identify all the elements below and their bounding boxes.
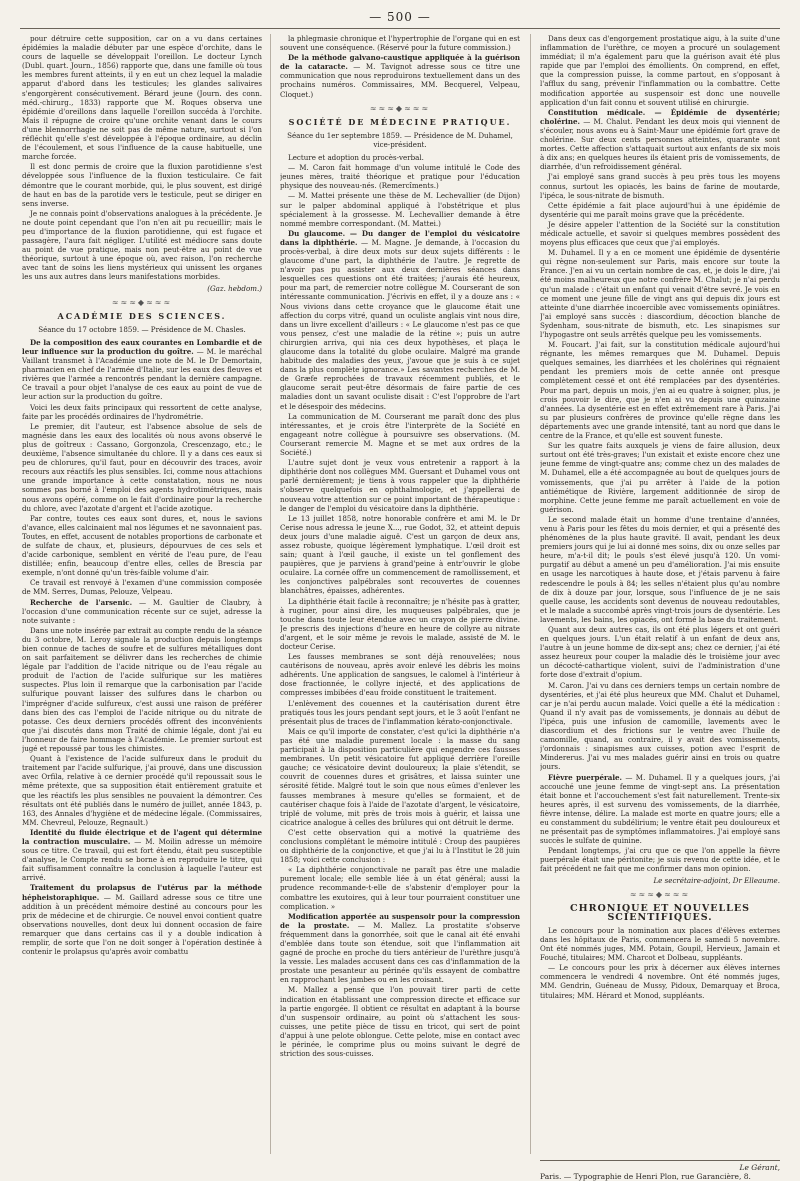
paragraph: M. Caron. J'ai vu dans ces derniers temps un certain nombre de dysentéries, et j'ai été plus heureux que MM. Chalut et Duhamel, car je n'ai perdu aucun malade. Voici quelle a été la médication : Quand il n'y avait pas de vomissements, je donnais au début de l'ipéca, puis une infusion de camomille, lavements avec le diascordium et des frictions sur le ventre avec l'huile de camomille, quand, au contraire, il y avait des vomissements, j'ordonnais : sinapismes aux cuisses, potion avec l'esprit de Mindererus. J'ai vu mes malades guérir ainsi en trois ou quatre jours. [540, 680, 780, 772]
session-line: Séance du 17 octobre 1859. — Présidence de M. Chasles. [38, 324, 246, 334]
paragraph [540, 108, 780, 172]
column-2 [280, 34, 520, 1154]
secretary-signature: Le secrétaire-adjoint, Dr Elleaume. [653, 875, 780, 885]
paragraph [280, 53, 520, 98]
paragraph: La diphthérie était facile à reconnaître; je n'hésite pas à gratter, à ruginer, pour ainsi dire, les muqueuses palpébrales, que je touche dans toute leur étendue avec un crayon de pierre divine. Je prescris des injections d'heure en heure de collyre au nitrate d'argent, et le soir même je revois le malade, assisté de M. le docteur Cerise. [280, 596, 520, 651]
paragraph: Dans une note insérée par extrait au compte rendu de la séance du 3 octobre, M. Leroy signale la production depuis longtemps bien connue de taches de soufre et de sulfures métalliques dont on sait parfaitement se délivrer dans les recherches de chimie légale par l'addition de l'acide nitrique ou de l'eau régale au produit de l'action de l'acide sulfurique sur les matières suspectes. Plus loin il remarque que la carbonisation par l'acide sulfurique pouvant laisser des sulfures dans le charbon ou l'imprégner d'acide sulfureux, c'est aussi une raison de préférer dans bien des cas l'emploi de l'acide nitrique ou du nitrate de potasse. Ces deux derniers procédés offrent des inconvénients que j'ai discutés dans mon Traité de chimie légale, dont j'ai eu l'honneur de faire hommage à l'Académie. Le premier surtout est jugé et repoussé par tous les chimistes. [22, 625, 262, 754]
section-title-academy: ACADÉMIE DES SCIENCES. [57, 310, 227, 321]
paragraph [22, 828, 262, 883]
paragraph-body: — M. Magne. Je demande, à l'occasion du procès-verbal, à dire deux mots sur deux sujets différents : le glaucome d'une part, la diphthérie de l'autre. Je regrette de n'avoir pas pu assister aux deux dernières séances dans lesquelles ces questions ont été traitées; j'aurais été heureux, pour ma part, de remercier notre collègue M. Courserant de son intéressante communication. J'écrivis en effet, il y a douze ans : « Nous vivions dans cette croyance que le glaucome était une affection du corps vitré, quand un oculiste anglais vint nous dire, dans un livre excellent d'ailleurs : « Le glaucome n'est pas ce que vous pensez, c'est une maladie de la rétine »; puis un autre chirurgien arriva, qui nia ces deux hypothèses, et plaça le glaucome dans la totalité du globe oculaire. Malgré ma grande habitude des maladies des yeux, j'avoue que je suis à ce sujet dans la plus complète ignorance.» Les savantes recherches de M. de Græfe reprochées de travaux récemment publiés, et le glaucome serait peut-être désormais de faire partie de ces maladies dont un savant oculiste disait : C'est l'opprobre de l'art et le désespoir des médecins. [280, 237, 520, 411]
paragraph [540, 773, 780, 846]
column-divider [530, 34, 531, 1154]
paragraph-heading: De la composition des eaux courantes en Lombardie et de leur influence sur la production du goître. [22, 337, 262, 356]
paragraph-body: — M. le maréchal Vaillant transmet à l'Académie une note de M. le Dr Demortain, pharmacien en chef de l'armée d'Italie, sur les eaux des fleuves et rivières que l'armée a rencontrés pendant la dernière campagne. Ce travail a pour objet l'analyse de ces eaux au point de vue de leur action sur la production du goître. [22, 347, 262, 402]
paragraph: la phlegmasie chronique et l'hypertrophie de l'organe qui en est souvent une conséquence. (Réservé pour la future commission.) [280, 34, 520, 53]
paragraph: Quant à l'existence de l'acide sulfureux dans le produit du traitement par l'acide sulfurique, j'ai prouvé, dans une discussion avec Orfila, relative à ce dernier procédé qu'il repoussait sous le même prétexte, que sa supposition était entièrement gratuite et que les réactifs les plus sensibles ne pouvaient la démontrer. Ces résultats ont été publiés dans le numéro de juillet, année 1843, p. 163, des Annales d'hygiène et de médecine légale. (Commissaires, MM. Chevreul, Pelouze, Regnault.) [22, 754, 262, 827]
paragraph: J'ai employé sans grand succès à peu près tous les moyens connus, surtout les opiacés, les bains de farine de moutarde, l'ipéca, le sous-nitrate de bismuth. [540, 172, 780, 200]
paragraph: Je ne connais point d'observations analogues à la précédente. Je ne doute point cependant que l'on n'en ait pu recueillir; mais le peu d'importance de la fluxion parotidienne, qui est fugace et passagère, l'aura fait négliger. L'utilité est médiocre sans doute au point de vue pratique, mais non peut-être au point de vue théorique, surtout à une époque où, avec raison, l'on recherche avec tant de soins les liens mystérieux qui unissent les organes les uns aux autres dans leurs manifestations morbides. [22, 208, 262, 282]
paragraph-heading: Traitement du prolapsus de l'utérus par la méthode hépheistoraphique. [22, 883, 262, 902]
paragraph: Mais ce qu'il importe de constater, c'est qu'ici la diphthérie n'a pas été une maladie purement locale : la masse du sang participait à la disposition particulière qui engendre ces fausses membranes. Un petit vésicatoire fut appliqué derrière l'oreille gauche; ce vésicatoire devint douloureux; la plaie s'étendit, se couvrit de couennes dures et grisâtres, et laissa suinter une sérosité fétide. Malgré tout le soin que nous eûmes d'enlever les fausses membranes à mesure qu'elles se formaient, et de cautériser chaque fois à l'aide de l'azotate d'argent, le vésicatoire, triplé de volume, mit près de trois mois à guérir, et laissa une cicatrice analogue à celles des brûlures qui ont détruit le derme. [280, 726, 520, 827]
paragraph: L'enlèvement des couennes et la cautérisation durent être pratiqués tous les jours pendant sept jours, et le 3 août l'enfant ne présentait plus de traces de l'inflammation kérato-conjonctivale. [280, 698, 520, 726]
paragraph: Dans deux cas d'engorgement prostatique aigu, à la suite d'une inflammation de l'urèthre, ce moyen a procuré un soulagement immédiat; il m'a également paru que la guérison avait été plus rapide que par l'emploi des émollients. On comprend, en effet, que la compression puisse, la comme partout, en s'opposant à l'afflux du sang, prévenir l'inflammation ou la combattre. Cette modification apportée au suspensoir est donc une nouvelle application d'un fait connu et souvent utilisé en chirurgie. [540, 34, 780, 107]
paragraph-heading: Du glaucome. — Du danger de l'emploi du vésicatoire dans la diphthérie. [280, 228, 520, 247]
paragraph-body: — M. Moilin adresse un mémoire sous ce titre. Ce travail, qui est fort étendu, était peu susceptible d'analyse, le Compte rendu se borne à en reproduire le titre, qui fait suffisamment connaître la conclusion à laquelle l'auteur est arrivé. [22, 836, 262, 883]
paragraph: Ce travail est renvoyé à l'examen d'une commission composée de MM. Serres, Dumas, Pelouze, Velpeau. [22, 578, 262, 597]
paragraph-heading: Modification apportée au suspensoir pour la compression de la prostate. [280, 911, 520, 930]
paragraph: Voici les deux faits principaux qui ressortent de cette analyse, faite par les procédés ordinaires de l'hydrométrie. [22, 402, 262, 421]
paragraph-heading: Fièvre puerpérale. [548, 772, 623, 782]
paragraph: Lecture et adoption du procès-verbal. [288, 153, 424, 163]
paragraph: — Le concours pour les prix à décerner aux élèves internes commencera le vendredi 4 novembre. Ont été nommés juges, MM. Gendrin, Guéneau de Mussy, Pidoux, Demarquay et Broca, titulaires; MM. Hérard et Monod, suppléants. [540, 963, 780, 1000]
header-rule [20, 28, 780, 29]
session-line: Séance du 1er septembre 1859. — Présidence de M. Duhamel, vice-président. [287, 130, 513, 149]
paragraph [280, 912, 520, 985]
paragraph: M. Foucart. J'ai fait, sur la constitution médicale aujourd'hui régnante, les mêmes remarques que M. Duhamel. Depuis quelques semaines, les diarrhées et les cholérines qui régnaient pendant les premiers mois de cette année ont presque complètement cessé et ont été remplacées par des dysentéries. Pour ma part, depuis un mois, j'en ai eu quatre à soigner, plus, je crois pouvoir le dire, que je n'en ai vu depuis une quinzaine d'années. La dysentérie est en effet extrêmement rare à Paris. J'ai su par plusieurs confrères de province qu'elle règne dans les départements avec une grande intensité, tant au nord que dans le centre de la France, et qu'elle est souvent funeste. [540, 340, 780, 441]
paragraph: Le 13 juillet 1858, notre honorable confrère et ami M. le Dr Cerise nous adressa le jeune X..., rue Godot, 32, et atteint depuis deux jours d'une maladie aiguë. C'est un garçon de deux ans, assez robuste, quoique légèrement lymphatique. L'œil droit est sain; quant à l'œil gauche, il existe un tel gonflement des paupières, que je parviens à grand'peine à entr'ouvrir le globe oculaire. La cornée offre un commencement de ramollissement, et les conjonctives palpébrales sont recouvertes de couennes blanchâtres, épaisses, adhérentes. [280, 513, 520, 596]
paragraph: L'autre sujet dont je veux vous entretenir a rapport à la diphthérie dont nos collègues MM. Guersant et Duhamel vous ont parlé dernièrement; je tiens à vous rappeler que la diphthérie s'observe quelquefois en ophthalmologie, et j'appellerai de nouveau votre attention sur ce point important de thérapeutique : le danger de l'emploi du vésicatoire dans la diphthérie. [280, 458, 520, 513]
paragraph: Cette épidémie a fait place aujourd'hui à une épidémie de dysentérie qui me paraît moins grave que la précédente. [540, 200, 780, 219]
paragraph-body: — M. Mallez. La prostatite s'observe fréquemment dans la gonorrhée, soit que le canal ait été envahi d'emblée dans toute son étendue, soit que l'inflammation ait gagné de proche en proche du tiers antérieur de l'urèthre jusqu'à la vessie. Les malades accusent dans ces cas d'inflammation de la prostate une pesanteur au périnée qu'ils essayent de combattre en rapprochant les jambes ou en les croisant. [280, 920, 520, 985]
paragraph: M. Duhamel. Il y a en ce moment une épidémie de dysentérie qui règne non-seulement sur Paris, mais encore sur toute la France. J'en ai vu un certain nombre de cas, et, je dois le dire, j'ai été moins malheureux que notre confrère M. Chalut; je n'ai perdu qu'un malade : c'était un enfant qui venait d'être sevré. Je vois en ce moment une jeune fille de vingt ans qui depuis dix jours est atteinte d'une diarrhée incoercible avec vomissements opiniâtres. J'ai employé sans succès : diascordium, décoction blanche de Sydenham, sous-nitrate de bismuth, etc. Les sinapismes sur l'hypogastre ont seuls arrêtés quelque peu les vomissements. [540, 248, 780, 339]
paragraph [280, 229, 520, 411]
column-1 [22, 34, 262, 1154]
paragraph: Je désire appeler l'attention de la Société sur la constitution médicale actuelle, et savoir si quelques membres possèdent des moyens plus efficaces que ceux que j'ai employés. [540, 219, 780, 248]
paragraph: Le concours pour la nomination aux places d'élèves externes dans les hôpitaux de Paris, commencera le samedi 5 novembre. Ont été nommés juges, MM. Potain, Goupil, Hervieux, Jamain et Fouché, titulaires; MM. Charcot et Dolbeau, suppléants. [540, 925, 780, 963]
paragraph: Il est donc permis de croire que la fluxion parotidienne s'est développée sous l'influence de la fluxion testiculaire. Ce fait démontre que le courant morbide, qui, le plus souvent, est dirigé de haut en bas de la parotide vers le testicule, peut se diriger en sens inverse. [22, 162, 262, 208]
paragraph [22, 338, 262, 402]
paragraph: Le second malade était un homme d'une trentaine d'années, venu à Paris pour les fêtes du mois dernier, et qui a présenté des phénomènes de la plus haute gravité. Il avait, pendant les deux premiers jours qui je lui ai donné mes soins, dix ou onze selles par heure, m'a-t-il dit; le pouls s'est élevé jusqu'à 120. Un vomi-purgatif au début a amené un peu d'amélioration. J'ai mis ensuite en usage les narcotiques à haute dose, et j'étais parvenu à faire redescendre le pouls à 84; les selles n'étaient plus qu'au nombre de dix à douze par jour, lorsque, sous l'influence de je ne sais quelle cause, les accidents sont devenus de nouveau redoutables, et le malade a succombé après vingt-trois jours de dysentérie. Les lavements, les bains, les opiacés, ont formé la base du traitement. [540, 514, 780, 624]
paragraph: Le premier, dit l'auteur, est l'absence absolue de sels de magnésie dans les eaux des localités où nous avons observé le plus de goîtreux : Cassano, Gorgonzola, Crescenzago, etc.; le deuxième, l'absence simultanée du chlore. Il y a dans ces eaux si peu de chlorures, qu'il faut, pour en découvrir des traces, avoir recours aux réactifs les plus sensibles. Ici, comme nous attachions une grande importance à cette constatation, nous ne nous sommes pas borné à l'emploi des agents hydrotimétriques, mais nous avons opéré, comme on le fait d'ordinaire pour la recherche du chlore, avec l'azotate d'argent et l'acide azotique. [22, 421, 262, 513]
paragraph: — M. Caron fait hommage d'un volume intitulé le Code des jeunes mères, traité théorique et pratique pour l'éducation physique des nouveau-nés. (Remercîments.) [280, 163, 520, 191]
manager-signature: Le Gérant, [739, 1163, 780, 1172]
paragraph-body: — M. Gaultier de Claubry, à l'occasion d'une communication récente sur ce sujet, adresse la note suivante : [22, 597, 262, 625]
paragraph-heading: De la méthode galvano-caustique appliquée à la guérison de la cataracte. [280, 53, 520, 72]
paragraph [22, 883, 262, 956]
paragraph: Sur les quatre faits auxquels je viens de faire allusion, deux surtout ont été très-graves; l'un existait et existe encore chez une jeune femme de vingt-quatre ans; comme chez un des malades de M. Duhamel, elle a été accompagnée au bout de quelques jours de vomissements, que j'ai pu arrêter à l'aide de la potion antiémétique de Rivière, largement additionnée de sirop de morphine. Cette jeune femme me paraît actuellement en voie de guérison. [540, 441, 780, 514]
paragraph-body: — M. Duhamel. Il y a quelques jours, j'ai accouché une jeune femme de vingt-sept ans. La présentation était bonne et l'accouchement s'est fait naturellement. Trente-six heures après, il est survenu des vomissements, de la diarrhée, fièvre intense, délire. La malade est morte en quatre jours; elle a eu constamment du subdélirium; le ventre était peu douloureux et ne présentait pas de symptômes inflammatoires. J'ai employé sans succès le sulfate de quinine. [540, 772, 780, 846]
paragraph: pour détruire cette supposition, car on a vu dans certaines épidémies la maladie débuter par une espèce d'orchite, dans le cours de laquelle se développait l'oreillon. Le docteur Lynch (Dubl. quart. Journ., 1856) rapporte que, dans une famille où tous les membres furent atteints, il y en eut un chez lequel la maladie apparut d'abord dans les testicules; les glandes salivaires s'engorgèrent consécutivement. Bérard jeune (Journ. des conn. méd.-chirurg., 1833) rapporte que M. Roques observa une épidémie d'oreillons dans laquelle l'oreillon succéda à l'orchite. Mais il répugne de croire qu'une orchite venant dans le cours d'une blennorrhagie ne soit pas de même nature, surtout si l'on réfléchit qu'elle s'est développée à l'époque ordinaire, au déclin de l'écoulement, et sous l'influence de la cause habituelle, une marche forcée. [22, 34, 262, 162]
paragraph: Quant aux deux autres cas, ils ont été plus légers et ont guéri en quelques jours. L'un était relatif à un enfant de deux ans, l'autre à un jeune homme de dix-sept ans; chez ce dernier, j'ai été assez heureux pour couper la maladie dès le troisième jour avec un décocté-cathartique violent, suivi de l'administration d'une forte dose d'extrait d'opium. [540, 625, 780, 680]
printer-imprint: Paris. — Typographie de Henri Plon, rue Garancière, 8. [540, 1172, 751, 1181]
paragraph: Par contre, toutes ces eaux sont dures, et, nous le savions d'avance, elles calcinaient mal nos légumes et ne savonnaient pas. Toutes, en effet, accusent de notables proportions de carbonate et de sulfate de chaux, et, plusieurs, dépourvues de ces sels et d'acide carbonique, semblent en vérité de l'eau pure, de l'eau distillée; enfin, beaucoup d'entre elles, celles de Brescia par exemple, n'ont donné qu'un très-faible volume d'air. [22, 513, 262, 578]
paragraph: Les fausses membranes se sont déjà renouvelées; nous cautérisons de nouveau, après avoir enlevé les débris les moins adhérents. Une application de sangsues, le calomel à l'intérieur à dose fractionnée, le collyre injecté, et des applications de compresses imbibées d'eau froide constituent le traitement. [280, 652, 520, 698]
paragraph: Pendant longtemps, j'ai cru que ce que l'on appelle la fièvre puerpérale était une péritonite; je suis revenu de cette idée, et le fait précédent ne fait que me confirmer dans mon opinion. [540, 846, 780, 874]
column-3 [540, 34, 780, 1154]
paragraph-body: — M. Tavignot adresse sous ce titre une communication que nous reproduirons textuellement dans un des prochains numéros. Commissaires, MM. Becquerel, Velpeau, Cloquet.) [280, 62, 520, 99]
paragraph: La communication de M. Courserant me paraît donc des plus intéressantes, et je crois être l'interprète de la Société en engageant notre collègue à poursuivre ses observations. (M. Courserant remercie M. Magne et se met aux ordres de la Société.) [280, 411, 520, 458]
ornament-divider: ≈≈≈◆≈≈≈ [369, 103, 431, 113]
paragraph: C'est cette observation qui a motivé la quatrième des conclusions complétant le mémoire intitulé : Croup des paupières ou diphthérie de la conjonctive, et que j'ai lu à l'Institut le 28 juin 1858; voici cette conclusion : [280, 827, 520, 865]
paragraph: — M. Mattei présente une thèse de M. Lechevallier (de Dijon) sur le palper abdominal appliqué à l'obstétrique et plus spécialement à la grossesse. M. Lechevallier demande à être nommé membre correspondant. (M. Mattei.) [280, 191, 520, 228]
paragraph: M. Mallez a pensé que l'on pouvait tirer parti de cette indication en établissant une compression directe et efficace sur la partie engorgée. Il obtient ce résultat en adaptant à la bourse d'un suspensoir ordinaire, au point où s'attachent les sous-cuisses, une petite pièce de tissu en tricot, qui sert de point d'appui à une pelote oblongue. Cette pelote, mise en contact avec le périnée, le comprime plus ou moins suivant le degré de striction des sous-cuisses. [280, 985, 520, 1059]
paragraph-heading: Identité du fluide électrique et de l'agent qui détermine la contraction musculaire. [22, 827, 262, 846]
paragraph-heading: Constitution médicale. — Épidémie de dysentérie; cholérine. [540, 107, 780, 126]
paragraph [22, 598, 262, 625]
paragraph: « La diphthérie conjonctivale ne paraît pas être une maladie purement locale; elle semble liée à un état général; aussi la prudence recommande-t-elle de s'abstenir d'employer pour la combattre les exutoires, qui à leur tour pourraient constituer une complication. » [280, 865, 520, 911]
paragraph-body: — M. Gaillard adresse sous ce titre une addition à un précédent mémoire destiné au concours pour les prix de médecine et de chirurgie. Ce nouvel envoi contient quatre observations nouvelles, dont deux lui donnent occasion de faire remarquer que dans certains cas il y a double indication à remplir, de sorte que l'on ne doit songer à l'opération destinée à contenir le prolapsus qu'après avoir combattu [22, 892, 262, 957]
source-signature: (Gaz. hebdom.) [207, 283, 262, 293]
section-title-society: SOCIÉTÉ DE MÉDECINE PRATIQUE. [288, 116, 512, 127]
page-number: — 500 — [369, 10, 431, 24]
paragraph-body: — M. Chalut. Pendant les deux mois qui viennent de s'écouler, nous avons eu à Saint-Maur une épidémie fort grave de cholérine. Sur deux cents personnes atteintes, quarante sont mortes. Cette affection s'attaquait surtout aux enfants de six mois à dix ans; en quelques heures ils étaient pris de vomissements, de diarrhée, d'un refroidissement général. [540, 116, 780, 172]
ornament-divider: ≈≈≈◆≈≈≈ [111, 297, 173, 307]
column-divider [270, 34, 271, 1154]
paragraph-heading: Recherche de l'arsenic. [30, 597, 133, 607]
section-title-chronicle: CHRONIQUE ET NOUVELLES SCIENTIFIQUES. [570, 902, 750, 923]
ornament-divider: ≈≈≈◆≈≈≈ [629, 889, 691, 899]
